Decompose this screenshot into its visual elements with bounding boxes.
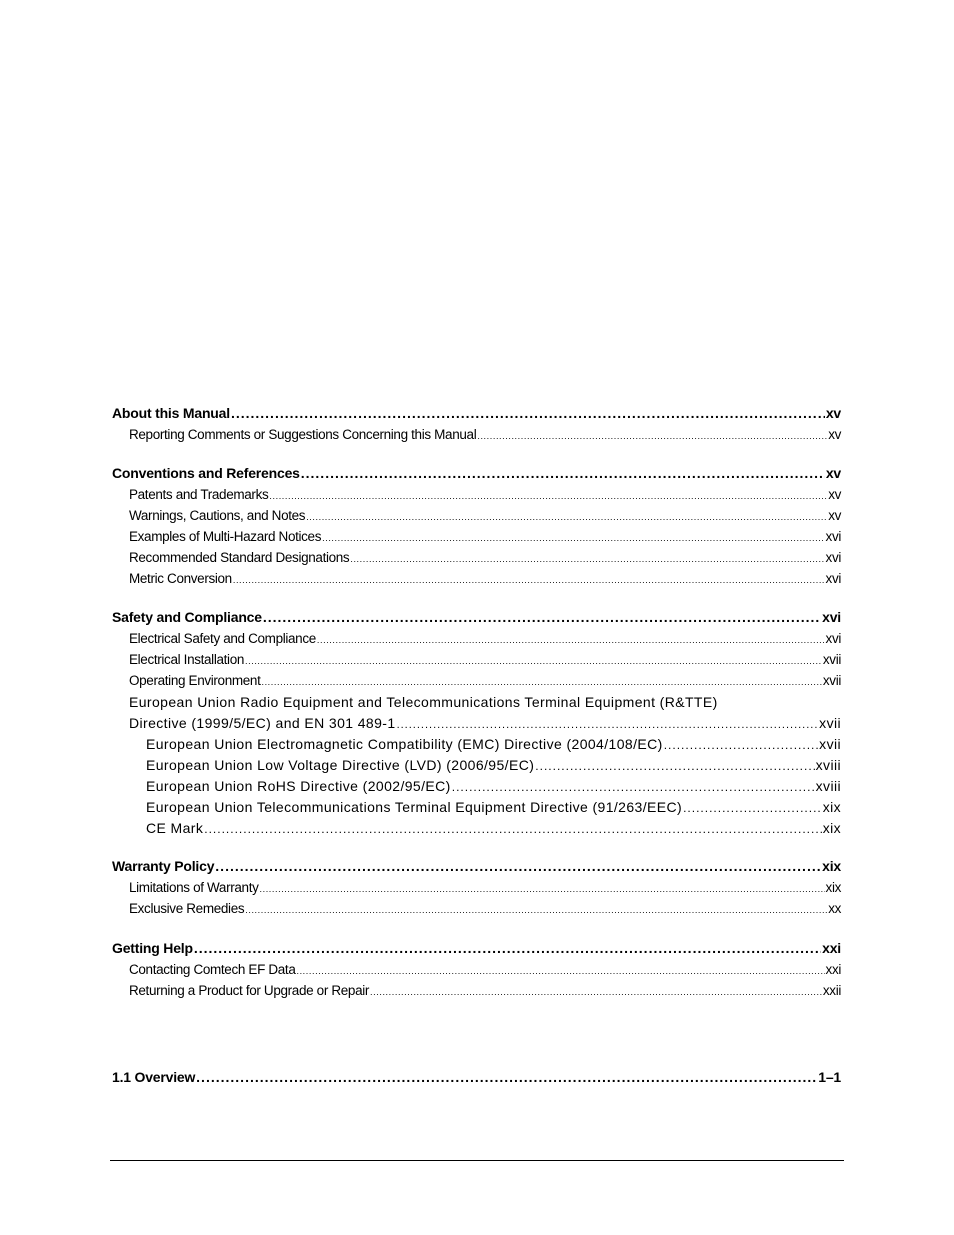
toc-entry-label: Contacting Comtech EF Data <box>129 962 296 977</box>
dot-leader <box>261 677 821 687</box>
toc-entry-label: Electrical Installation <box>129 652 245 667</box>
dot-leader <box>397 719 819 731</box>
toc-entry-getting-help[interactable] <box>112 940 841 960</box>
toc-entry-page: xix <box>825 880 841 895</box>
toc-entry-page: xvi <box>825 529 841 544</box>
toc-entry-page: xvi <box>825 631 841 646</box>
toc-entry-label: About this Manual <box>112 405 230 421</box>
toc-entry-operating-environment[interactable] <box>129 673 841 693</box>
dot-leader <box>317 635 825 645</box>
dot-leader <box>301 465 825 481</box>
dot-leader <box>260 884 825 894</box>
dot-leader <box>477 431 827 441</box>
toc-entry-page: xix <box>822 820 841 836</box>
toc-entry-label: Limitations of Warranty <box>129 880 259 895</box>
toc-entry-standard-designations[interactable] <box>129 550 841 570</box>
toc-entry-label: Patents and Trademarks <box>129 487 269 502</box>
toc-entry-page: xv <box>828 427 841 442</box>
dot-leader <box>306 512 827 522</box>
toc-entry-label: Metric Conversion <box>129 571 232 586</box>
toc-entry-page: xvii <box>819 715 841 731</box>
toc-entry-label: European Union Electromagnetic Compatibility (EMC) Directive (2004/108/EC) <box>146 736 663 752</box>
toc-entry-label: Directive (1999/5/EC) and EN 301 489-1 <box>129 715 396 731</box>
toc-entry-page: xviii <box>815 757 841 773</box>
toc-entry-returning-product[interactable] <box>129 983 841 1003</box>
toc-entry-page: xx <box>828 901 841 916</box>
toc-entry-page: 1–1 <box>818 1069 841 1085</box>
dot-leader <box>322 533 824 543</box>
footer-divider <box>110 1160 844 1161</box>
toc-entry-page: xv <box>825 465 841 481</box>
toc-entry-page: xvii <box>822 673 841 688</box>
toc-entry-label: European Union Low Voltage Directive (LVD) (2006/95/EC) <box>146 757 535 773</box>
toc-entry-label: Warranty Policy <box>112 858 215 874</box>
dot-leader <box>245 656 822 666</box>
toc-entry-page: xxii <box>822 983 841 998</box>
toc-entry-label: Reporting Comments or Suggestions Concerning this Manual <box>129 427 477 442</box>
toc-entry-contacting-comtech[interactable] <box>129 962 841 982</box>
toc-entry-label: Recommended Standard Designations <box>129 550 350 565</box>
toc-entry-page: xix <box>822 799 841 815</box>
toc-entry-page: xvi <box>825 550 841 565</box>
toc-entry-page: xvii <box>819 736 841 752</box>
toc-entry-exclusive-remedies[interactable] <box>129 901 841 921</box>
toc-entry-warnings-cautions-notes[interactable] <box>129 508 841 528</box>
toc-entry-page: xvii <box>822 652 841 667</box>
toc-entry-metric-conversion[interactable] <box>129 571 841 591</box>
dot-leader <box>535 759 814 773</box>
dot-leader <box>370 987 822 997</box>
toc-entry-label: European Union Telecommunications Terminal Equipment Directive (91/263/EEC) <box>146 799 683 815</box>
toc-entry-number: 1.1 <box>112 1069 131 1085</box>
dot-leader <box>664 738 818 752</box>
dot-leader <box>269 491 827 501</box>
toc-entry-label: Overview <box>134 1069 196 1085</box>
toc-entry-label: CE Mark <box>146 820 204 836</box>
toc-entry-page: xviii <box>815 778 841 794</box>
dot-leader <box>296 966 824 976</box>
toc-entry-label: Warnings, Cautions, and Notes <box>129 508 306 523</box>
toc-entry-label: Returning a Product for Upgrade or Repair <box>129 983 370 998</box>
toc-entry-page: xxi <box>825 962 841 977</box>
toc-entry-page: xix <box>822 858 841 874</box>
toc-entry-ce-mark[interactable] <box>146 820 841 840</box>
dot-leader <box>350 554 824 564</box>
toc-entry-multi-hazard-notices[interactable] <box>129 529 841 549</box>
dot-leader <box>263 609 821 625</box>
toc-entry-rohs-directive[interactable] <box>146 778 841 798</box>
toc-entry-label: Conventions and References <box>112 465 300 481</box>
toc-entry-warranty-policy[interactable] <box>112 858 841 878</box>
toc-entry-electrical-installation[interactable] <box>129 652 841 672</box>
toc-entry-electrical-safety[interactable] <box>129 631 841 651</box>
toc-entry-rtte-line1[interactable]: European Union Radio Equipment and Telecommunications Terminal Equipment (R&TTE) <box>129 694 718 710</box>
toc-entry-label: Getting Help <box>112 940 193 956</box>
toc-entry-page: xxi <box>822 940 841 956</box>
toc-entry-label: Electrical Safety and Compliance <box>129 631 316 646</box>
toc-entry-lvd-directive[interactable] <box>146 757 841 777</box>
dot-leader <box>215 858 821 874</box>
dot-leader <box>204 822 821 836</box>
toc-entry-limitations-of-warranty[interactable] <box>129 880 841 900</box>
dot-leader <box>683 801 822 815</box>
toc-entry-page: xvi <box>825 571 841 586</box>
dot-leader <box>231 405 825 421</box>
toc-entry-page: xvi <box>822 609 841 625</box>
toc-entry-label: European Union RoHS Directive (2002/95/EC) <box>146 778 451 794</box>
toc-entry-about-this-manual[interactable] <box>112 405 841 425</box>
toc-entry-page: xv <box>825 405 841 421</box>
toc-entry-emc-directive[interactable] <box>146 736 841 756</box>
toc-entry-label: Operating Environment <box>129 673 261 688</box>
toc-entry-conventions-and-references[interactable] <box>112 465 841 485</box>
toc-entry-safety-and-compliance[interactable] <box>112 609 841 629</box>
dot-leader <box>233 575 825 585</box>
dot-leader <box>194 940 821 956</box>
dot-leader <box>245 905 827 915</box>
toc-entry-rtte-directive[interactable] <box>129 715 841 735</box>
toc-entry-overview[interactable] <box>112 1069 841 1089</box>
toc-entry-patents-and-trademarks[interactable] <box>129 487 841 507</box>
toc-entry-label: Exclusive Remedies <box>129 901 245 916</box>
dot-leader <box>196 1069 817 1085</box>
dot-leader <box>452 780 815 794</box>
toc-entry-label: Examples of Multi-Hazard Notices <box>129 529 322 544</box>
toc-entry-telecom-directive[interactable] <box>146 799 841 819</box>
toc-entry-page: xv <box>828 487 841 502</box>
toc-entry-label: Safety and Compliance <box>112 609 262 625</box>
toc-entry-reporting-comments[interactable] <box>129 427 841 447</box>
toc-entry-page: xv <box>828 508 841 523</box>
